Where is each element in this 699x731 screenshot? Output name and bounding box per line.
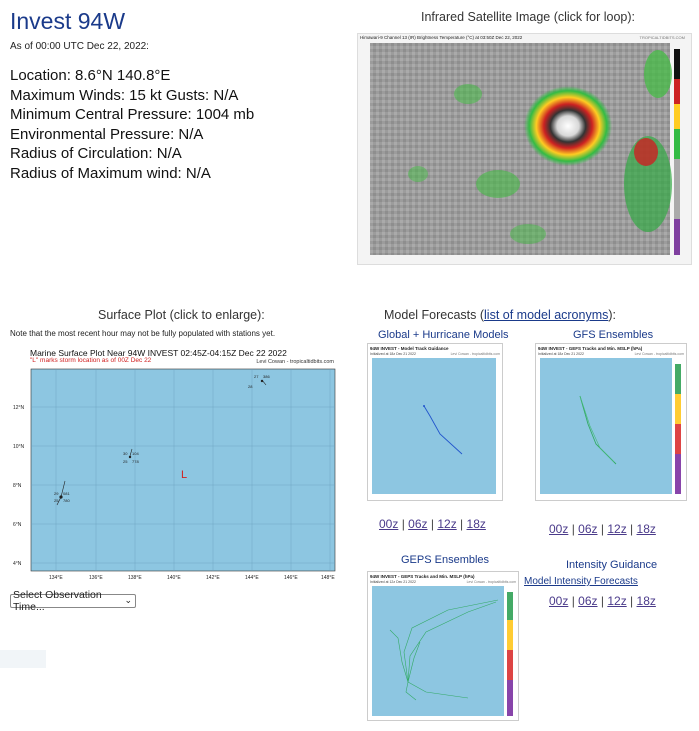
lat-label: 6°N xyxy=(13,522,22,528)
station-label: 386 xyxy=(263,374,270,379)
global-models-image-link[interactable] xyxy=(367,343,503,501)
surface-plot-note: Note that the most recent hour may not be fully populated with stations yet. xyxy=(10,329,276,338)
satellite-ir-image xyxy=(358,34,691,264)
lon-label: 140°E xyxy=(167,575,181,581)
gfs-ensembles-image-link[interactable] xyxy=(535,343,687,501)
env-pressure-text: Environmental Pressure: N/A xyxy=(10,125,204,143)
gfs-img-credit: Levi Cowan - tropicaltidbits.com xyxy=(634,352,684,356)
separator: | xyxy=(460,517,464,531)
lon-label: 148°E xyxy=(321,575,335,581)
gfs-track-map xyxy=(536,344,686,500)
station-label: 25 xyxy=(54,498,59,503)
lon-label: 136°E xyxy=(89,575,103,581)
model-heading-suffix: ): xyxy=(608,308,617,322)
gfs-img-subtitle: Initialized at 18z Dec 21 2022 xyxy=(538,352,584,356)
separator: | xyxy=(630,594,634,608)
radius-max-wind-text: Radius of Maximum wind: N/A xyxy=(10,164,211,182)
surface-plot-link[interactable] xyxy=(10,345,344,590)
global-img-credit: Levi Cowan - tropicaltidbits.com xyxy=(450,352,500,356)
storm-location-marker: L xyxy=(181,469,188,481)
run-00z-link[interactable]: 00z xyxy=(549,594,569,608)
global-models-title: Global + Hurricane Models xyxy=(378,329,509,341)
satellite-heading: Infrared Satellite Image (click for loop): xyxy=(421,10,635,24)
surface-plot-subtitle: "L" marks storm location as of 00Z Dec 22 xyxy=(30,357,152,364)
separator: | xyxy=(571,594,575,608)
global-track-map xyxy=(368,344,502,500)
geps-ensembles-title: GEPS Ensembles xyxy=(401,554,490,566)
gfs-img-title: 94W INVEST - GEFS Tracks and Min. MSLP (hPa) xyxy=(538,346,643,351)
geps-ensembles-image-link[interactable] xyxy=(367,571,519,721)
max-winds-text: Maximum Winds: 15 kt Gusts: N/A xyxy=(10,86,239,104)
run-12z-link[interactable]: 12z xyxy=(437,517,457,531)
separator: | xyxy=(430,517,434,531)
run-18z-link[interactable]: 18z xyxy=(636,594,656,608)
run-06z-link[interactable]: 06z xyxy=(408,517,428,531)
station-label: 25 xyxy=(123,459,128,464)
storm-info-block xyxy=(10,66,254,183)
station-label: 27 xyxy=(254,374,259,379)
geps-track-map xyxy=(368,572,518,720)
surface-plot-map xyxy=(10,345,344,590)
radius-circulation-text: Radius of Circulation: N/A xyxy=(10,145,182,162)
run-12z-link[interactable]: 12z xyxy=(607,522,627,536)
surface-plot-heading: Surface Plot (click to enlarge): xyxy=(98,308,265,322)
station-label: 104 xyxy=(132,451,139,456)
separator: | xyxy=(600,594,604,608)
lat-label: 8°N xyxy=(13,483,22,489)
station-label: 081 xyxy=(63,491,70,496)
select-label: Select Observation Time... xyxy=(13,589,102,613)
station-label: 778 xyxy=(132,459,139,464)
satellite-credit: TROPICALTIDBITS.COM xyxy=(639,35,685,40)
lon-label: 134°E xyxy=(49,575,63,581)
station-label: 30 xyxy=(123,451,128,456)
model-acronyms-link[interactable]: list of model acronyms xyxy=(484,308,609,322)
model-forecasts-heading xyxy=(384,308,616,322)
station-label: 28 xyxy=(248,384,253,389)
satellite-image-link[interactable] xyxy=(357,33,692,265)
lon-label: 144°E xyxy=(245,575,259,581)
global-run-links xyxy=(379,517,486,531)
model-heading-prefix: Model Forecasts ( xyxy=(384,308,485,322)
separator: | xyxy=(630,522,634,536)
observation-time-select[interactable] xyxy=(10,589,136,613)
geps-img-title: 94W INVEST - GEPS Tracks and Min. MSLP (hPa) xyxy=(370,574,475,579)
intensity-guidance-title: Intensity Guidance xyxy=(566,559,658,571)
station-label: 29 xyxy=(54,491,59,496)
gfs-ensembles-title: GFS Ensembles xyxy=(573,329,654,341)
lon-label: 138°E xyxy=(128,575,142,581)
satellite-caption: Himawari-9 Channel 13 (IR) Brightness Temperature (°C) at 03:50Z Dec 22, 2022 xyxy=(360,35,523,40)
geps-img-subtitle: Initialized at 12z Dec 21 2022 xyxy=(370,580,416,584)
surface-plot-title: Marine Surface Plot Near 94W INVEST 02:45Z-04:15Z Dec 22 2022 xyxy=(30,348,287,358)
intensity-forecasts-link xyxy=(524,576,638,587)
page-title: Invest 94W xyxy=(10,8,126,34)
lon-label: 142°E xyxy=(206,575,220,581)
min-pressure-text: Minimum Central Pressure: 1004 mb xyxy=(10,106,255,123)
station-label: 780 xyxy=(63,498,70,503)
run-06z-link[interactable]: 06z xyxy=(578,594,598,608)
global-img-subtitle: Initialized at 18z Dec 21 2022 xyxy=(370,352,416,356)
run-00z-link[interactable]: 00z xyxy=(379,517,399,531)
separator: | xyxy=(401,517,405,531)
surface-plot-credit: Levi Cowan - tropicaltidbits.com xyxy=(256,359,334,365)
run-12z-link[interactable]: 12z xyxy=(607,594,627,608)
run-06z-link[interactable]: 06z xyxy=(578,522,598,536)
intensity-run-links xyxy=(549,594,656,608)
gfs-run-links xyxy=(549,522,656,536)
global-img-title: 94W INVEST - Model Track Guidance xyxy=(370,346,449,351)
run-18z-link[interactable]: 18z xyxy=(636,522,656,536)
lat-label: 4°N xyxy=(13,561,22,567)
intensity-link[interactable]: Model Intensity Forecasts xyxy=(524,576,638,587)
chevron-down-icon: ⌄ xyxy=(124,595,132,605)
lon-label: 146°E xyxy=(284,575,298,581)
as-of-timestamp: As of 00:00 UTC Dec 22, 2022: xyxy=(10,41,149,52)
geps-img-credit: Levi Cowan - tropicaltidbits.com xyxy=(466,580,516,584)
lat-label: 10°N xyxy=(13,444,25,450)
faint-panel xyxy=(0,650,46,668)
run-18z-link[interactable]: 18z xyxy=(466,517,486,531)
lat-label: 12°N xyxy=(13,405,25,411)
run-00z-link[interactable]: 00z xyxy=(549,522,569,536)
separator: | xyxy=(600,522,604,536)
location-text: Location: 8.6°N 140.8°E xyxy=(10,67,171,84)
separator: | xyxy=(571,522,575,536)
